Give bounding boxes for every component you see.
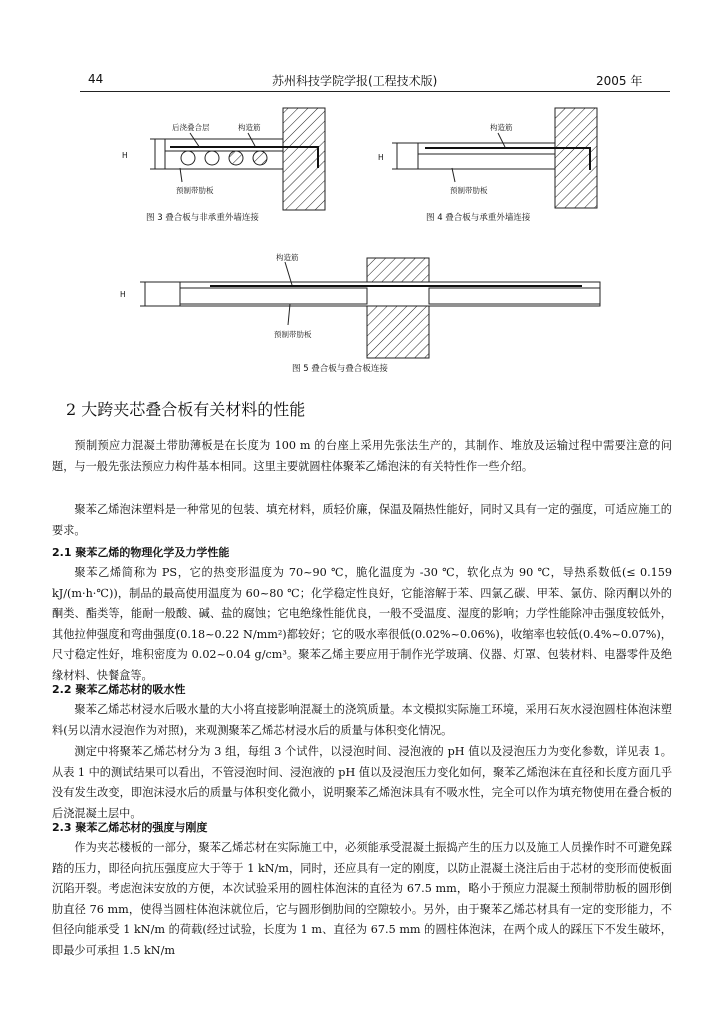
paragraph-5: 测定中将聚苯乙烯芯材分为 3 组，每组 3 个试件，以浸泡时间、浸泡液的 pH 值以及浸泡压力为变化参数，详见表 1。从表 1 中的测试结果可以看出，不管浸泡时间、浸泡液的 pH 值以及浸泡压力变化如何，聚苯乙烯泡沫在直径和长度方面几乎没有发生改变，即泡沫浸水后的质量与体积变化微小，说明聚苯乙烯泡沫具有不吸水性，完全可以作为填充物使用在叠合板的后浇混凝土层中。 [52,745,673,820]
paragraph-2: 聚苯乙烯泡沫塑料是一种常见的包装、填充材料，质轻价廉，保温及隔热性能好，同时又具有一定的强度，可适应施工的要求。 [52,503,672,537]
fig5-slab-right [429,288,600,304]
fig5-label-rebar: 构造筋 [276,253,299,262]
fig3-foam-core [205,151,219,165]
fig3-label-topping: 后浇叠合层 [172,123,210,132]
fig3-leader [180,168,182,182]
journal-title: 苏州科技学院学报(工程技术版) [272,74,438,88]
fig4-label-rebar: 构造筋 [490,123,513,132]
section-title: 2 大跨夹芯叠合板有关材料的性能 [66,400,306,419]
fig3-caption: 图 3 叠合板与非承重外墙连接 [146,213,259,223]
subsection-2-1: 2.1 聚苯乙烯的物理化学及力学性能 [52,546,230,559]
figure-4-diagram [378,108,597,208]
fig5-leader [288,304,290,325]
fig4-leader [452,168,455,182]
paragraph-1: 预制预应力混凝土带肋薄板是在长度为 100 m 的台座上采用先张法生产的，其制作、堆放及运输过程中需要注意的问题，与一般先张法预应力构件基本相同。这里主要就圆柱体聚苯乙烯泡沫的有关特性作一些介绍。 [52,439,672,473]
figure-5-diagram [120,252,600,358]
fig3-label-slab: 预制带肋板 [176,186,214,195]
fig3-topping [165,139,283,151]
paragraph-6: 作为夹芯楼板的一部分，聚苯乙烯芯材在实际施工中，必须能承受混凝土振捣产生的压力以及施工人员操作时不可避免踩踏的压力，即径向抗压强度应大于等于 1 kN/m，同时，还应具有一定的刚度，以防止混凝土浇注后由于芯材的变形而使板面沉陷开裂。考虑泡沫安放的方便，本次试验采用的圆柱体泡沫的直径为 67.5 mm，略小于预应力混凝土预制带肋板的圆形倒肋直径 76 mm，使得当圆柱体泡沫就位后，它与圆形倒肋间的空隙较小。另外，由于聚苯乙烯芯材具有一定的变形能力，不但径向能承受 1 kN/m 的荷载(经过试验，长度为 1 m、直径为 67.5 mm 的圆柱体泡沫，在两个成人的踩压下不发生破坏，即最少可承担 1.5 kN/m [52,841,672,957]
figures-area [0,0,724,380]
fig3-foam-core [229,151,243,165]
fig5-dim-label: H [120,290,126,299]
subsection-2-2: 2.2 聚苯乙烯芯材的吸水性 [52,683,186,696]
fig5-wall [367,258,429,358]
page-number: 44 [88,72,104,86]
fig3-foam-core [181,151,195,165]
fig5-caption: 图 5 叠合板与叠合板连接 [292,364,388,374]
subsection-2-3: 2.3 聚苯乙烯芯材的强度与刚度 [52,821,208,834]
figure-3-diagram [122,108,325,210]
fig3-foam-core [253,151,267,165]
fig3-dim-label: H [122,151,128,160]
fig4-label-slab: 预制带肋板 [450,186,488,195]
fig5-label-slab: 预制带肋板 [274,330,312,339]
paragraph-3: 聚苯乙烯简称为 PS，它的热变形温度为 70~90 ℃，脆化温度为 -30 ℃，软化点为 90 ℃，导热系数低(≤ 0.159 kJ/(m·h·℃))，制品的最高使用温度为 60~80 ℃；化学稳定性良好，它能溶解于苯、四氯乙碳、甲苯、氯仿、除丙酮以外的酮类、酯类等，能耐一般酸、碱、盐的腐蚀；它电绝缘性能优良，一般不受温度、湿度的影响；力学性能除冲击强度较低外，其他拉伸强度和弯曲强度(0.18~0.22 N/mm²)都较好；它的吸水率很低(0.02%~0.06%)，收缩率也较低(0.4%~0.07%)，尺寸稳定性好，堆积密度为 0.02~0.04 g/cm³。聚苯乙烯主要应用于制作光学玻璃、仪器、灯罩、包装材料、电器零件及绝缘材料、快餐盒等。 [52,566,672,682]
fig4-dim-label: H [378,153,384,162]
fig4-caption: 图 4 叠合板与承重外墙连接 [426,213,531,223]
fig3-label-rebar: 构造筋 [238,123,261,132]
year: 2005 年 [596,74,643,88]
fig5-slab-left [180,288,367,304]
fig4-slab [418,143,555,169]
paragraph-4: 聚苯乙烯芯材浸水后吸水量的大小将直接影响混凝土的浇筑质量。本文模拟实际施工环境，采用石灰水浸泡圆柱体泡沫塑料(另以清水浸泡作为对照)，来观测聚苯乙烯芯材浸水后的质量与体积变化情况。 [52,703,672,737]
